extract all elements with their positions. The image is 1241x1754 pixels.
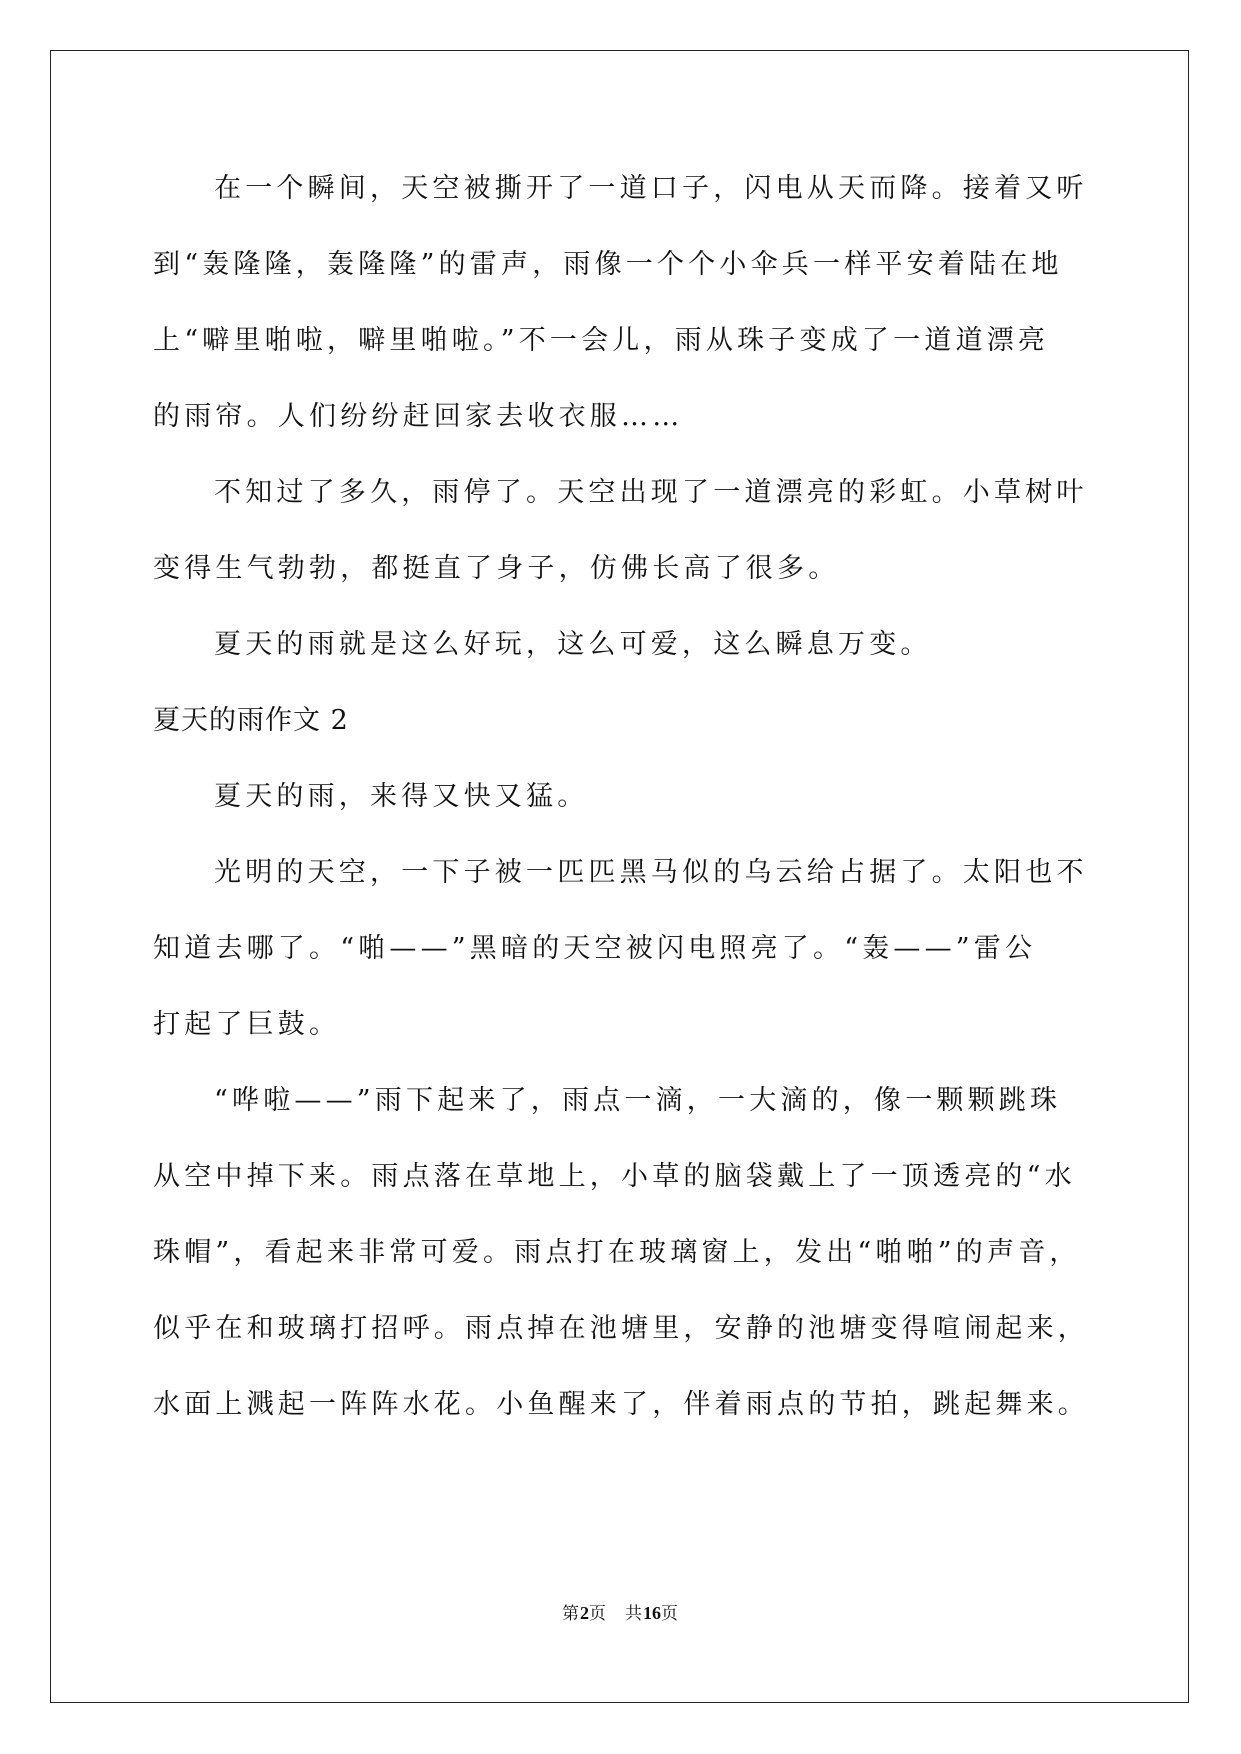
text-line: 从空中掉下来。雨点落在草地上，小草的脑袋戴上了一顶透亮的“水 [153, 1161, 1076, 1192]
page-suffix: 页 [589, 1604, 607, 1624]
text-line: 变得生气勃勃，都挺直了身子，仿佛长高了很多。 [153, 553, 840, 584]
text-line: 到“轰隆隆，轰隆隆”的雷声，雨像一个个小伞兵一样平安着陆在地 [153, 249, 1063, 280]
text-line: 夏天的雨，来得又快又猛。 [214, 781, 589, 812]
text-line: 不知过了多久，雨停了。天空出现了一道漂亮的彩虹。小草树叶 [214, 477, 1088, 508]
text-line: 夏天的雨就是这么好玩，这么可爱，这么瞬息万变。 [214, 629, 932, 660]
page-footer [0, 1602, 1241, 1625]
text-line: 打起了巨鼓。 [153, 1009, 341, 1040]
section-heading: 夏天的雨作文 2 [153, 705, 349, 736]
text-line: 在一个瞬间，天空被撕开了一道口子，闪电从天而降。接着又听 [214, 173, 1088, 204]
text-line: 知道去哪了。“啪——”黑暗的天空被闪电照亮了。“轰——”雷公 [153, 933, 1037, 964]
total-pages: 16 [643, 1603, 661, 1623]
text-line: “哗啦——”雨下起来了，雨点一滴，一大滴的，像一颗颗跳珠 [214, 1085, 1062, 1116]
text-line: 上“噼里啪啦，噼里啪啦。”不一会儿，雨从珠子变成了一道道漂亮 [153, 325, 1050, 356]
page-number: 2 [580, 1603, 589, 1623]
page-prefix: 第 [562, 1604, 580, 1624]
text-line: 水面上溅起一阵阵水花。小鱼醒来了，伴着雨点的节拍，跳起舞来。 [153, 1389, 1089, 1420]
total-suffix: 页 [661, 1604, 679, 1624]
total-prefix: 共 [625, 1604, 643, 1624]
text-line: 光明的天空，一下子被一匹匹黑马似的乌云给占据了。太阳也不 [214, 857, 1088, 888]
text-line: 的雨帘。人们纷纷赶回家去收衣服…… [153, 401, 684, 432]
text-line: 似乎在和玻璃打招呼。雨点掉在池塘里，安静的池塘变得喧闹起来， [153, 1313, 1089, 1344]
text-line: 珠帽”，看起来非常可爱。雨点打在玻璃窗上，发出“啪啪”的声音， [153, 1237, 1081, 1268]
